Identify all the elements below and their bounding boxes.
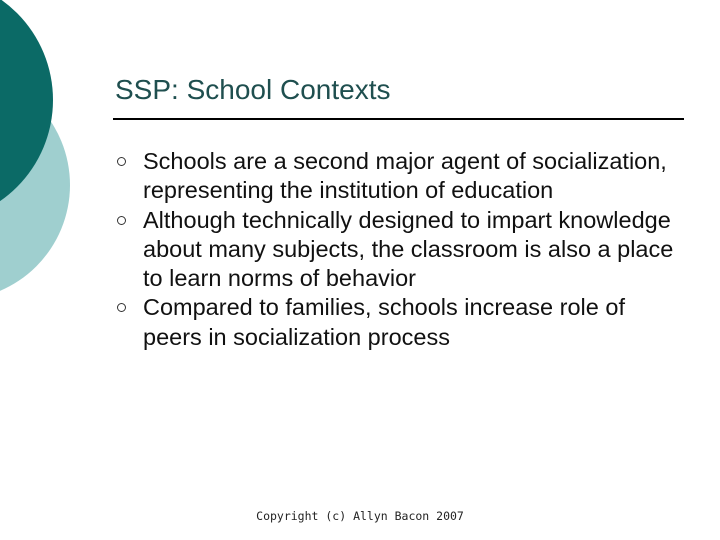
corner-decoration xyxy=(0,0,110,300)
bullet-item xyxy=(115,147,690,206)
slide-title: SSP: School Contexts xyxy=(115,74,391,105)
circle-bullet-icon xyxy=(117,216,126,225)
bullet-text: Although technically designed to impart knowledge about many subjects, the classroom is also a place to learn norms of behavior xyxy=(143,206,674,292)
bullet-text: Compared to families, schools increase role of peers in socialization process xyxy=(143,294,625,350)
copyright-footer: Copyright (c) Allyn Bacon 2007 xyxy=(256,509,464,523)
title-underline xyxy=(113,118,684,120)
bullet-item xyxy=(115,293,690,352)
circle-bullet-icon xyxy=(117,303,126,312)
bullet-item xyxy=(115,206,690,294)
circle-bullet-icon xyxy=(117,157,126,166)
bullet-list xyxy=(115,147,690,352)
bullet-text: Schools are a second major agent of socialization, representing the institution of education xyxy=(143,148,667,204)
